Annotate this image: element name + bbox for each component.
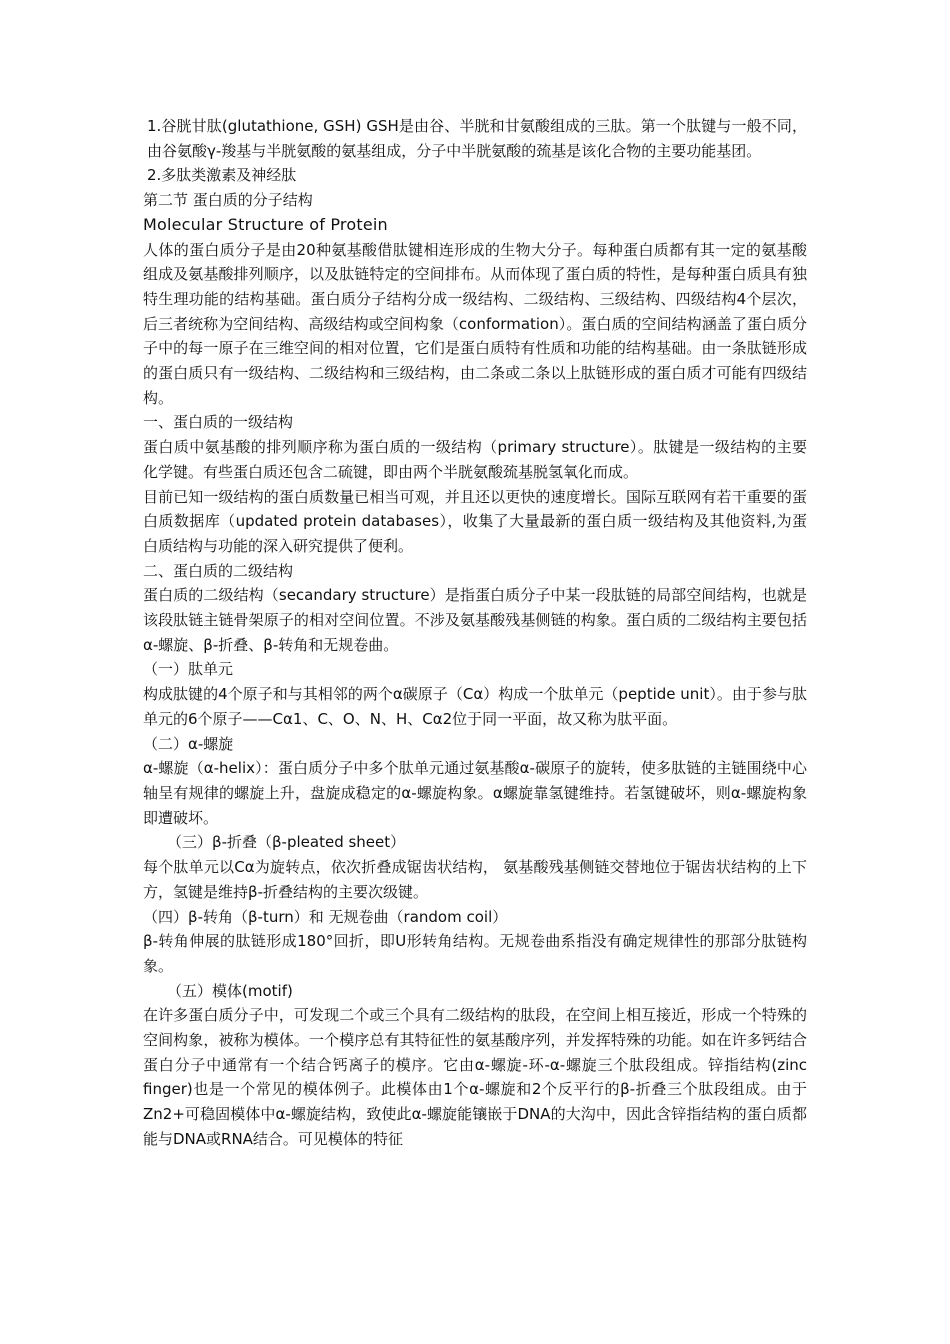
paragraph-glutathione: 1.谷胱甘肽(glutathione, GSH) GSH是由谷、半胱和甘氨酸组成的三肽。第一个肽键与一般不同，由谷氨酸γ-羧基与半胱氨酸的氨基组成，分子中半胱氨酸的巯基是该化合物的主要功能基团。 [147, 117, 807, 160]
section-heading: 第二节 蛋白质的分子结构 [143, 191, 313, 210]
section-heading-english: Molecular Structure of Protein [143, 214, 388, 234]
subheading-beta-turn: （四）β-转角（β-turn）和 无规卷曲（random coil） [143, 907, 508, 926]
paragraph-beta-sheet: 每个肽单元以Cα为旋转点，依次折叠成锯齿状结构， 氨基酸残基侧链交替地位于锯齿状结构的上下方，氢键是维持β-折叠结构的主要次级键。 [143, 858, 807, 901]
paragraph-protein-databases: 目前已知一级结构的蛋白质数量已相当可观，并且还以更快的速度增长。国际互联网有若干重要的蛋白质数据库（updated protein databases），收集了大量最新的蛋白质一级结构及其他资料,为蛋白质结构与功能的深入研究提供了便利。 [143, 487, 807, 555]
paragraph-peptide-unit: 构成肽键的4个原子和与其相邻的两个α碳原子（Cα）构成一个肽单元（peptide unit）。由于参与肽单元的6个原子——Cα1、C、O、N、H、Cα2位于同一平面，故又称为肽平面。 [143, 685, 807, 728]
paragraph-beta-turn: β-转角伸展的肽链形成180°回折，即U形转角结构。无规卷曲系指没有确定规律性的那部分肽链构象。 [143, 932, 807, 975]
subheading-primary-structure: 一、蛋白质的一级结构 [143, 413, 294, 432]
paragraph-peptide-hormones: 2.多肽类激素及神经肽 [147, 166, 297, 185]
subheading-peptide-unit: （一）肽单元 [143, 660, 234, 679]
paragraph-motif: 在许多蛋白质分子中，可发现二个或三个具有二级结构的肽段，在空间上相互接近，形成一个特殊的空间构象，被称为模体。一个模序总有其特征性的氨基酸序列，并发挥特殊的功能。如在许多钙结合蛋白分子中通常有一个结合钙离子的模序。它由α-螺旋-环-α-螺旋三个肽段组成。锌指结构(zinc finger)也是一个常见的模体例子。此模体由1个α-螺旋和2个反平行的β-折叠三个肽段组成。由于 Zn2+可稳固模体中α-螺旋结构，致使此α-螺旋能镶嵌于DNA的大沟中，因此含锌指结构的蛋白质都能与DNA或RNA结合。可见模体的特征 [143, 1006, 807, 1148]
paragraph-primary-structure: 蛋白质中氨基酸的排列顺序称为蛋白质的一级结构（primary structure）。肽键是一级结构的主要化学键。有些蛋白质还包含二硫键，即由两个半胱氨酸巯基脱氢氧化而成。 [143, 438, 807, 481]
subheading-secondary-structure: 二、蛋白质的二级结构 [143, 561, 294, 580]
paragraph-alpha-helix: α-螺旋（α-helix）：蛋白质分子中多个肽单元通过氨基酸α-碳原子的旋转，使多肽链的主链围绕中心轴呈有规律的螺旋上升，盘旋成稳定的α-螺旋构象。α螺旋靠氢键维持。若氢键破坏，则α-螺旋构象即遭破坏。 [143, 759, 807, 827]
paragraph-intro: 人体的蛋白质分子是由20种氨基酸借肽键相连形成的生物大分子。每种蛋白质都有其一定的氨基酸组成及氨基酸排列顺序，以及肽链特定的空间排布。从而体现了蛋白质的特性，是每种蛋白质具有独特生理功能的结构基础。蛋白质分子结构分成一级结构、二级结构、三级结构、四级结构4个层次，后三者统称为空间结构、高级结构或空间构象（conformation）。蛋白质的空间结构涵盖了蛋白质分子中的每一原子在三维空间的相对位置，它们是蛋白质特有性质和功能的结构基础。由一条肽链形成的蛋白质只有一级结构、二级结构和三级结构，由二条或二条以上肽链形成的蛋白质才可能有四级结构。 [143, 240, 807, 407]
paragraph-secondary-structure: 蛋白质的二级结构（secandary structure）是指蛋白质分子中某一段肽链的局部空间结构，也就是该段肽链主链骨架原子的相对空间位置。不涉及氨基酸残基侧链的构象。蛋白质的二级结构主要包括α-螺旋、β-折叠、β-转角和无规卷曲。 [143, 586, 807, 654]
subheading-beta-sheet: （三）β-折叠（β-pleated sheet） [167, 833, 406, 852]
subheading-motif: （五）模体(motif) [167, 981, 293, 1000]
subheading-alpha-helix: （二）α-螺旋 [143, 734, 234, 753]
